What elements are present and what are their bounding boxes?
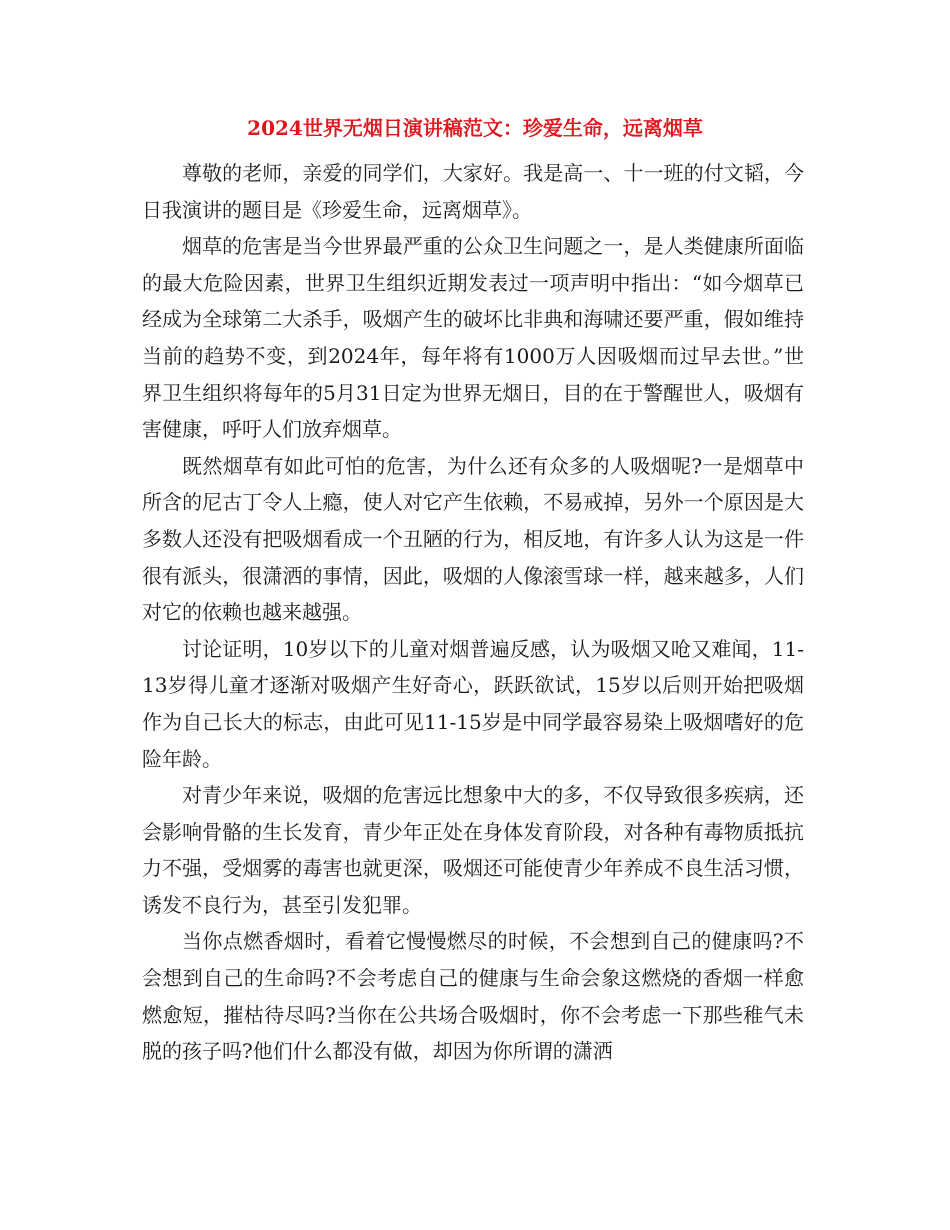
document-body bbox=[142, 155, 804, 1070]
paragraph-greeting: 尊敬的老师，亲爱的同学们，大家好。我是高一、十一班的付文韬，今日我演讲的题目是《珍爱生命，远离烟草》。 bbox=[142, 161, 804, 222]
paragraph-why-smoke: 既然烟草有如此可怕的危害，为什么还有众多的人吸烟呢?一是烟草中所含的尼古丁令人上瘾，使人对它产生依赖，不易戒掉，另外一个原因是大多数人还没有把吸烟看成一个丑陋的行为，相反地，有许多人认为这是一件很有派头，很潇洒的事情，因此，吸烟的人像滚雪球一样，越来越多，人们对它的依赖也越来越强。 bbox=[142, 453, 804, 625]
page-title: 2024世界无烟日演讲稿范文：珍爱生命，远离烟草 bbox=[247, 116, 703, 140]
paragraph-research: 讨论证明，10岁以下的儿童对烟普遍反感，认为吸烟又呛又难闻，11-13岁得儿童才逐渐对吸烟产生好奇心，跃跃欲试，15岁以后则开始把吸烟作为自己长大的标志，由此可见11-15岁是中同学最容易染上吸烟嗜好的危险年龄。 bbox=[142, 636, 804, 771]
paragraph-youth: 对青少年来说，吸烟的危害远比想象中大的多，不仅导致很多疾病，还会影响骨骼的生长发育，青少年正处在身体发育阶段，对各种有毒物质抵抗力不强，受烟雾的毒害也就更深，吸烟还可能使青少年养成不良生活习惯，诱发不良行为，甚至引发犯罪。 bbox=[142, 783, 804, 917]
paragraph-tobacco-harm: 烟草的危害是当今世界最严重的公众卫生问题之一，是人类健康所面临的最大危险因素，世界卫生组织近期发表过一项声明中指出：“如今烟草已经成为全球第二大杀手，吸烟产生的破坏比非典和海啸还要严重，假如维持当前的趋势不变，到2024年，每年将有1000万人因吸烟而过早去世。”世界卫生组织将每年的5月31日定为世界无烟日，目的在于警醒世人，吸烟有害健康，呼吁人们放弃烟草。 bbox=[142, 234, 804, 442]
paragraph-reflection: 当你点燃香烟时，看着它慢慢燃尽的时候，不会想到自己的健康吗?不会想到自己的生命吗?不会考虑自己的健康与生命会象这燃烧的香烟一样愈燃愈短，摧枯待尽吗?当你在公共场合吸烟时，你不会考虑一下那些稚气未脱的孩子吗?他们什么都没有做，却因为你所谓的潇洒 bbox=[142, 929, 804, 1064]
